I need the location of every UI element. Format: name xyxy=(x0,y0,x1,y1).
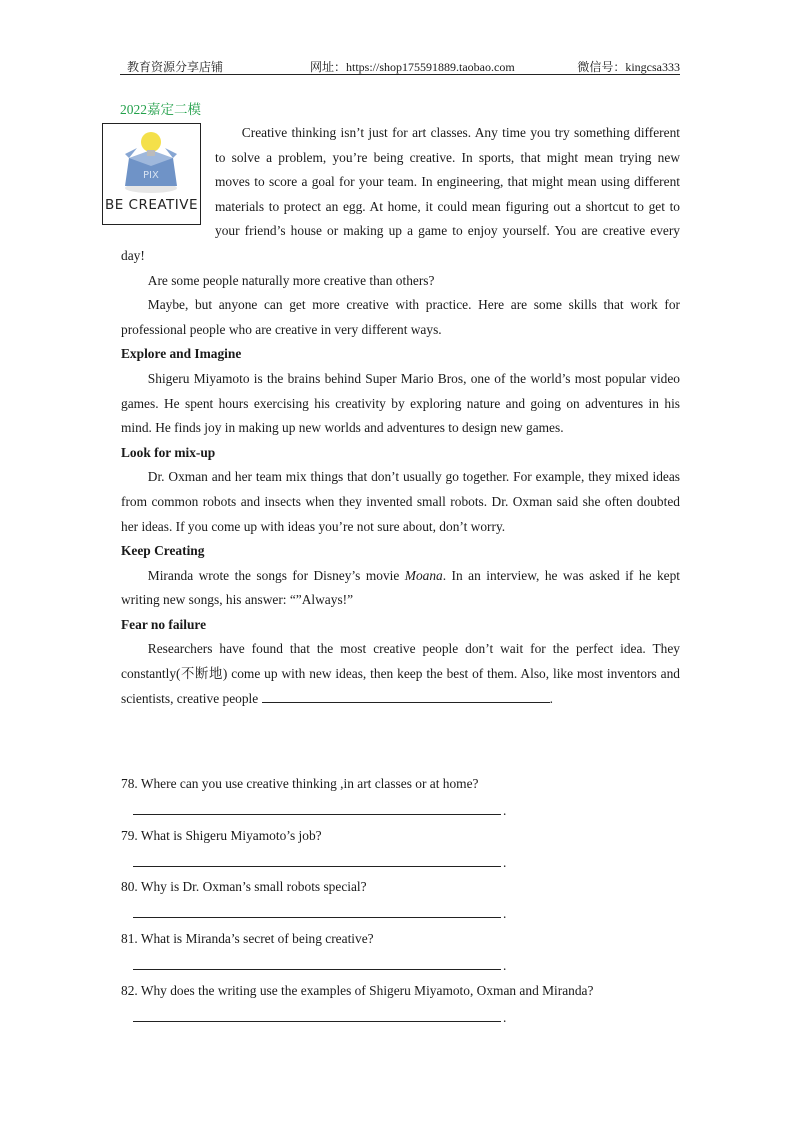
be-creative-image xyxy=(102,123,201,225)
p6-text-a: Miranda wrote the songs for Disney’s movie xyxy=(147,567,405,583)
page-header xyxy=(120,58,680,75)
answer-end-78: . xyxy=(503,803,507,818)
question-78: 78. Where can you use creative thinking ,in art classes or at home? xyxy=(121,776,479,791)
reading-passage xyxy=(104,121,681,711)
lightbulb-box-icon xyxy=(115,128,187,196)
heading-mixup: Look for mix-up xyxy=(121,444,216,460)
question-79: 79. What is Shigeru Miyamoto’s job? xyxy=(121,828,322,843)
answer-line-80[interactable] xyxy=(133,903,501,918)
question-82: 82. Why does the writing use the examples of Shigeru Miyamoto, Oxman and Miranda? xyxy=(121,983,594,998)
answer-line-82[interactable] xyxy=(133,1007,501,1022)
p6-text-b: . In an interview, he was asked if he kept writing new songs, his answer: “”Always!” xyxy=(121,567,681,608)
answer-line-79[interactable] xyxy=(133,852,501,867)
movie-title: Moana xyxy=(404,567,443,583)
question-80: 80. Why is Dr. Oxman’s small robots special? xyxy=(121,879,367,894)
p7-text: Researchers have found that the most creative people don’t wait for the perfect idea. They constantly(不断地) come up with new ideas, then keep the best of them. Also, like most inventors and scientists, creative people xyxy=(121,641,680,706)
pix-logo-text: PIX xyxy=(143,170,159,181)
paragraph-6 xyxy=(121,564,680,613)
figure-caption: BE CREATIVE xyxy=(104,197,199,214)
answer-end-81: . xyxy=(503,958,507,973)
answer-line-81[interactable] xyxy=(133,955,501,970)
answer-end-79: . xyxy=(503,855,507,870)
header-url[interactable]: 网址：https://shop175591889.taobao.com xyxy=(310,60,515,74)
p7-end: . xyxy=(549,690,553,706)
answer-end-80: . xyxy=(503,906,507,921)
answer-end-82: . xyxy=(503,1010,507,1025)
header-wechat: 微信号：kingcsa333 xyxy=(577,60,680,74)
answer-line-78[interactable] xyxy=(133,800,501,815)
question-81: 81. What is Miranda’s secret of being creative? xyxy=(121,931,374,946)
paragraph-3: Maybe, but anyone can get more creative with practice. Here are some skills that work for professional people who are creative in very different ways. xyxy=(121,297,680,337)
exam-source-tag: 2022嘉定二模 xyxy=(120,102,201,117)
header-shop-name: 教育资源分享店铺 xyxy=(127,60,224,74)
paragraph-2: Are some people naturally more creative than others? xyxy=(147,272,435,288)
paragraph-4: Shigeru Miyamoto is the brains behind Super Mario Bros, one of the world’s most popular video games. He spent hours exercising his creativity by exploring nature and going on adventures in his mind. He finds joy in making up new worlds and adventures to design new games. xyxy=(121,370,680,436)
heading-fear-no-failure: Fear no failure xyxy=(121,616,207,632)
heading-keep-creating: Keep Creating xyxy=(121,543,205,559)
paragraph-5: Dr. Oxman and her team mix things that don’t usually go together. For example, they mixed ideas from common robots and insects when they invented small robots. Dr. Oxman said she often doubted her ideas. If you come up with ideas you’re not sure about, don’t worry. xyxy=(121,469,680,534)
heading-explore: Explore and Imagine xyxy=(121,346,242,362)
fill-in-blank[interactable] xyxy=(262,688,550,703)
paragraph-7 xyxy=(121,637,680,711)
paragraph-1: Creative thinking isn’t just for art classes. Any time you try something different to solve a problem, you’re being creative. In sports, that might mean trying new moves to score a goal for your team. In engineering, that might mean using different materials to protect an egg. At home, it could mean figuring out a shortcut to get to your friend’s house or making up a game to enjoy yourself. You are creative every day! xyxy=(121,125,680,263)
